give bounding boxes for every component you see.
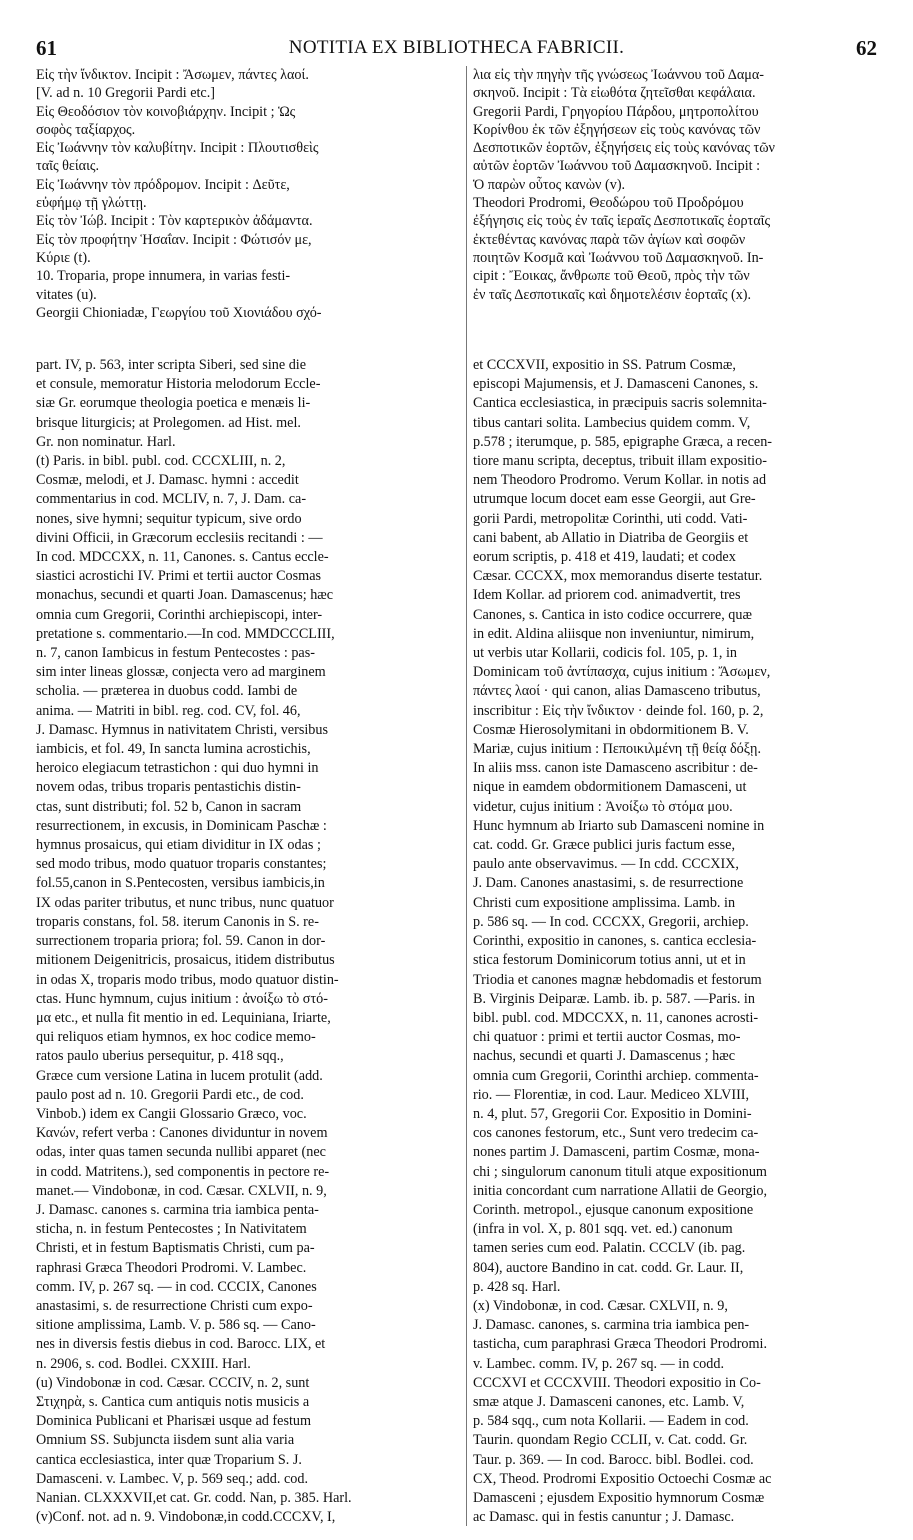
text-line: (infra in vol. X, p. 801 sqq. vet. ed.) canonum — [473, 1221, 733, 1238]
text-line: Taur. p. 369. — In cod. Barocc. bibl. Bodlei. cod. — [473, 1451, 754, 1468]
text-line: sitione amplissima, Lamb. V. p. 586 sq. — Cano- — [36, 1317, 316, 1334]
text-line: omnia cum Gregorii, Corinthi archiep. commenta- — [473, 1067, 759, 1084]
text-line: Corinthi, expositio in canones, s. cantica ecclesia- — [473, 933, 757, 950]
text-line: Κύριε (t). — [36, 249, 91, 266]
text-line: Triodia et canones magnæ hebdomadis et festorum — [473, 971, 762, 988]
text-line: (v)Conf. not. ad n. 9. Vindobonæ,in codd.CCCXV, I, — [36, 1509, 336, 1526]
text-line: videtur, cujus initium : Ἀνοίξω τὸ στόμα μου. — [473, 798, 733, 815]
text-line: Κανών, refert verba : Canones dividuntur in novem — [36, 1125, 328, 1142]
text-line: nem Theodoro Prodromo. Verum Kollar. in notis ad — [473, 472, 767, 489]
text-line: Christi, et in festum Baptismatis Christi, cum pa- — [36, 1240, 315, 1257]
text-line: et CCCXVII, expositio in SS. Patrum Cosmæ, — [473, 357, 736, 373]
text-line: (t) Paris. in bibl. publ. cod. CCCXLIII, n. 2, — [36, 453, 286, 470]
text-line: Cantica ecclesiastica, in præcipuis sacris solemnita- — [473, 395, 767, 412]
text-line: initia concordant cum narratione Allatii de Georgio, — [473, 1182, 768, 1199]
text-line: ἐκτεθέντας κανόνας παρὰ τῶν ἁγίων καὶ σοφῶν — [473, 231, 746, 248]
text-line: fol.55,canon in S.Pentecosten, versibus iambicis,in — [36, 875, 325, 892]
text-line: J. Dam. Canones anastasimi, s. de resurrectione — [473, 875, 744, 892]
text-line: hymnus prosaicus, qui etiam dividitur in IX odas ; — [36, 837, 321, 854]
text-line: Εἰς τὸν Ἰώβ. Incipit : Τὸν καρτερικὸν ἀδάμαντα. — [36, 213, 313, 230]
text-line: bibl. publ. cod. MDCCXX, n. 11, canones acrosti- — [473, 1009, 759, 1026]
text-line: p.578 ; iterumque, p. 585, epigraphe Græca, a recen- — [473, 433, 773, 450]
text-line: surrectionem troparia priora; fol. 59. Canon in dor- — [36, 933, 326, 950]
text-line: utrumque locum docet eam esse Georgii, aut Gre- — [473, 491, 756, 508]
text-line: Εἰς τὸν προφήτην Ἡσαΐαν. Incipit : Φώτισόν με, — [36, 231, 312, 248]
text-line: [V. ad n. 10 Gregorii Pardi etc.] — [36, 85, 216, 102]
text-line: Στιχηρὰ, s. Cantica cum antiquis notis musicis a — [36, 1393, 310, 1410]
text-line: siastici acrostichi IV. Primi et tertii auctor Cosmas — [36, 568, 322, 585]
text-line: J. Damasc. Hymnus in nativitatem Christi, versibus — [36, 721, 328, 738]
notes-column-right — [473, 356, 878, 1526]
text-line: cipit : Ἔοικας, ἄνθρωπε τοῦ Θεοῦ, πρὸς τὴν τῶν — [473, 268, 750, 285]
text-line: nique in eamdem obdormitionem Damasceni, ut — [473, 779, 747, 796]
text-line: 10. Troparia, prope innumera, in varias festi- — [36, 268, 291, 285]
text-line: iambicis, et fol. 49, In sancta lumina acrostichis, — [36, 741, 311, 758]
text-line: J. Damasc. canones s. carmina tria iambica penta- — [36, 1201, 319, 1218]
text-line: Hunc hymnum ab Iriarto sub Damasceni nomine in — [473, 817, 765, 834]
text-line: Mariæ, cujus initium : Πεποικιλμένη τῇ θείᾳ δόξῃ. — [473, 741, 762, 758]
text-line: n. 7, canon Iambicus in festum Pentecostes : pas- — [36, 645, 315, 662]
text-line: mitionem Deigenitricis, prosaicus, itidem distributus — [36, 952, 335, 969]
text-line: et consule, memoratur Historia melodorum Eccle- — [36, 376, 321, 393]
text-line: Εἰς τὴν ἴνδικτον. Incipit : Ἄσωμεν, πάντες λαοί. — [36, 67, 309, 83]
text-line: J. Damasc. canones, s. carmina tria iambica pen- — [473, 1317, 750, 1334]
text-line: Nanian. CLXXXVII,et cat. Gr. codd. Nan, p. 385. Harl. — [36, 1489, 352, 1506]
text-line: tamen series cum eod. Palatin. CCCLV (ib. pag. — [473, 1240, 746, 1257]
text-column-top-right — [473, 66, 878, 356]
text-line: p. 586 sq. — In cod. CCCXX, Gregorii, archiep. — [473, 913, 749, 930]
text-line: nones, sive hymni; sequitur typicum, sive ordo — [36, 510, 302, 527]
text-line: B. Virginis Deiparæ. Lamb. ib. p. 587. —Paris. in — [473, 990, 755, 1007]
page-number-left: 61 — [36, 36, 57, 60]
text-line: ctas, sunt distributi; fol. 52 b, Canon in sacram — [36, 798, 302, 815]
text-line: part. IV, p. 563, inter scripta Siberi, sed sine die — [36, 357, 307, 373]
text-line: p. 584 sqq., cum nota Kollarii. — Eadem in cod. — [473, 1413, 749, 1430]
text-line: Omnium SS. Subjuncta iisdem sunt alia varia — [36, 1432, 295, 1449]
text-line: in codd. Matritens.), sed componentis in pectore re- — [36, 1163, 330, 1180]
text-line: λια εἰς τὴν πηγὴν τῆς γνώσεως Ἰωάννου τοῦ Δαμα- — [473, 67, 765, 83]
text-line: divini Officii, in Græcorum ecclesiis recitandi : — — [36, 529, 323, 546]
text-line: inscribitur : Εἰς τὴν ἴνδικτον · deinde fol. 160, p. 2, — [473, 702, 764, 719]
text-line: Georgii Chioniadæ, Γεωργίου τοῦ Χιονιάδου σχό- — [36, 304, 322, 321]
column-divider — [466, 66, 467, 1526]
text-line: chi ; singulorum canonum tituli atque expositionum — [473, 1163, 767, 1180]
text-line: pretatione s. commentario.—In cod. MMDCCCLIII, — [36, 625, 335, 642]
text-line: in edit. Aldina aliisque non inveniuntur, nimirum, — [473, 625, 755, 642]
text-line: Δεσποτικῶν ἑορτῶν, ἐξηγήσεις εἰς τοὺς κανόνας τῶν — [473, 140, 775, 157]
text-line: rio. — Florentiæ, in cod. Laur. Mediceo XLVIII, — [473, 1086, 750, 1103]
text-line: gorii Pardi, metropolitæ Corinthi, uti codd. Vati- — [473, 510, 748, 527]
text-line: Christi cum expositione amplissima. Lamb. in — [473, 894, 736, 911]
text-line: ratos paulo uberius persequitur, p. 418 sqq., — [36, 1048, 284, 1065]
text-line: sticha, n. in festum Pentecostes ; In Nativitatem — [36, 1221, 307, 1238]
text-line: Damasceni ; ejusdem Expositio hymnorum Cosmæ — [473, 1489, 765, 1506]
text-line: Canones, s. Cantica in isto codice occurrere, quæ — [473, 606, 752, 623]
text-line: brisque liturgicis; at Prolegomen. ad Hist. mel. — [36, 414, 301, 431]
text-column-top-left — [36, 66, 461, 356]
text-line: Græce cum versione Latina in lucem protulit (add. — [36, 1067, 323, 1084]
text-line: novem odas, tribus troparis pentastichis distin- — [36, 779, 301, 796]
text-line: ἐξήγησις εἰς τοὺς ἐν ταῖς ἱεραῖς Δεσποτικαῖς ἑορταῖς — [473, 213, 771, 230]
text-line: Εἰς Ἰωάννην τὸν πρόδρομον. Incipit : Δεῦτε, — [36, 176, 290, 193]
text-line: smæ atque J. Damasceni canones, etc. Lamb. V, — [473, 1393, 745, 1410]
text-line: episcopi Majumensis, et J. Damasceni Canones, s. — [473, 376, 759, 393]
text-line: ἐν ταῖς Δεσποτικαῖς καὶ δημοτελέσιν ἑορταῖς (x). — [473, 286, 752, 303]
text-line: paulo post ad n. 10. Gregorii Pardi etc., de cod. — [36, 1086, 304, 1103]
text-line: CX, Theod. Prodromi Expositio Octoechi Cosmæ ac — [473, 1470, 772, 1487]
text-line: ut verbis utar Kollarii, codicis fol. 105, p. 1, in — [473, 645, 737, 662]
text-line: anastasimi, s. de resurrectione Christi cum expo- — [36, 1297, 313, 1314]
text-line: Dominicam τοῦ ἀντίπασχα, cujus initium : Ἄσωμεν, — [473, 664, 771, 681]
text-line: nachus, secundi et quarti J. Damascenus ; hæc — [473, 1048, 736, 1065]
text-line: ac Damasc. qui in festis canuntur ; J. Damasc. — [473, 1509, 735, 1526]
text-line: ctas. Hunc hymnum, cujus initium : ἀνοίξω τὸ στό- — [36, 990, 328, 1007]
text-line: IX odas pariter tributus, et nunc tribus, nunc quatuor — [36, 894, 334, 911]
text-line: nones partim J. Damasceni, partim Cosmæ, mona- — [473, 1144, 760, 1161]
text-line: qui reliquos etiam hymnos, ex hoc codice memo- — [36, 1029, 316, 1046]
notes-column-left — [36, 356, 461, 1526]
text-line: tasticha, cum paraphrasi Græca Theodori Prodromi. — [473, 1336, 768, 1353]
text-line: (u) Vindobonæ in cod. Cæsar. CCCIV, n. 2, sunt — [36, 1374, 310, 1391]
text-line: μα etc., et nulla fit mentio in ed. Lequiniana, Iriarte, — [36, 1009, 331, 1026]
text-line: stica festorum Dominicorum totius anni, ut et in — [473, 952, 746, 969]
text-line: raphrasi Græca Theodori Prodromi. V. Lambec. — [36, 1259, 307, 1276]
text-line: Gr. non nominatur. Harl. — [36, 433, 176, 450]
text-line: εὐφήμῳ τῇ γλώττῃ. — [36, 195, 147, 212]
text-line: Dominica Publicani et Pharisæi usque ad festum — [36, 1413, 312, 1430]
text-line: siæ Gr. eorumque theologia poetica e menæis li- — [36, 395, 311, 412]
text-line: Idem Kollar. ad priorem cod. animadvertit, tres — [473, 587, 741, 604]
text-line: eorum scriptis, p. 418 et 419, laudati; et codex — [473, 549, 736, 566]
text-line: troparis constans, fol. 58. iterum Canonis in S. re- — [36, 913, 319, 930]
text-line: πάντες λαοί · qui canon, alias Damasceno tributus, — [473, 683, 761, 700]
text-line: cos canones festorum, etc., Sunt vero tredecim ca- — [473, 1125, 759, 1142]
text-line: tiore manu scripta, deceptus, tribuit illam expositio- — [473, 453, 767, 470]
text-line: In aliis mss. canon iste Damasceno ascribitur : de- — [473, 760, 758, 777]
running-title: NOTITIA EX BIBLIOTHECA FABRICII. — [288, 37, 625, 58]
text-line: ταῖς θείαις. — [36, 158, 100, 175]
text-line: Corinth. metropol., ejusque canonum expositione — [473, 1201, 754, 1218]
text-line: Κορίνθου ἐκ τῶν ἐξηγήσεων εἰς τοὺς κανόνας τῶν — [473, 121, 761, 138]
text-line: cat. codd. Gr. Græce publici juris factum esse, — [473, 837, 735, 854]
text-line: Cosmæ, melodi, et J. Damasc. hymni : accedit — [36, 472, 299, 489]
text-line: odas, inter quas tamen secunda nullibi apparet (nec — [36, 1144, 326, 1161]
text-line: Vinbob.) idem ex Cangii Glossario Græco, voc. — [36, 1105, 307, 1122]
text-line: anima. — Matriti in bibl. reg. cod. CV, fol. 46, — [36, 702, 301, 719]
text-line: In cod. MDCCXX, n. 11, Canones. s. Cantus eccle- — [36, 549, 329, 566]
text-line: chi quatuor : primi et tertii auctor Cosmas, mo- — [473, 1029, 741, 1046]
text-line: p. 428 sq. Harl. — [473, 1278, 561, 1295]
text-line: Cæsar. CCCXX, mox memorandus diserte testatur. — [473, 568, 763, 585]
text-line: scholia. — præterea in duobus codd. Iambi de — [36, 683, 298, 700]
text-line: resurrectionem, in excusis, in Dominicam Paschæ : — [36, 817, 327, 834]
text-line: Ὁ παρὼν οὗτος κανὼν (v). — [473, 176, 626, 193]
text-line: commentarius in cod. MCLIV, n. 7, J. Dam. ca- — [36, 491, 307, 508]
text-line: manet.— Vindobonæ, in cod. Cæsar. CXLVII, n. 9, — [36, 1182, 327, 1199]
text-line: 804), auctore Bandino in cat. codd. Gr. Laur. II, — [473, 1259, 744, 1276]
text-line: Εἰς Θεοδόσιον τὸν κοινοβιάρχην. Incipit ; Ὡς — [36, 103, 296, 120]
text-line: in odas X, troparis modo tribus, modo quatuor distin- — [36, 971, 339, 988]
text-line: n. 2906, s. cod. Bodlei. CXXIII. Harl. — [36, 1355, 251, 1372]
text-line: cani babent, ab Allatio in Diatriba de Georgiis et — [473, 529, 749, 546]
running-header — [0, 0, 913, 70]
text-line: monachus, secundi et quarti Joan. Damascenus; hæc — [36, 587, 334, 604]
text-line: tibus cantari solita. Lambecius quidem comm. V, — [473, 414, 751, 431]
text-line: Gregorii Pardi, Γρηγορίου Πάρδου, μητροπολίτου — [473, 103, 759, 120]
text-line: Taurin. quondam Regio CCLII, v. Cat. codd. Gr. — [473, 1432, 748, 1449]
text-line: Εἰς Ἰωάννην τὸν καλυβίτην. Incipit : Πλουτισθεὶς — [36, 140, 319, 157]
text-line: paulo ante observavimus. — In cdd. CCCXIX, — [473, 856, 739, 873]
text-line: heroico elegiacum tetrastichon : qui duo hymni in — [36, 760, 319, 777]
text-line: sed modo tribus, modo quatuor troparis constantes; — [36, 856, 327, 873]
page-number-right: 62 — [856, 36, 877, 60]
text-line: ποιητῶν Κοσμᾶ καὶ Ἰωάννου τοῦ Δαμασκηνοῦ. In- — [473, 249, 764, 266]
text-line: n. 4, plut. 57, Gregorii Cor. Expositio in Domini- — [473, 1105, 752, 1122]
text-line: (x) Vindobonæ, in cod. Cæsar. CXLVII, n. 9, — [473, 1297, 728, 1314]
text-line: sim inter lineas glossæ, conjecta vero ad marginem — [36, 664, 326, 681]
text-line: Theodori Prodromi, Θεοδώρου τοῦ Προδρόμου — [473, 195, 744, 212]
text-line: nes in diversis festis diebus in cod. Barocc. LIX, et — [36, 1336, 326, 1353]
text-line: Damasceni. v. Lambec. V, p. 569 seq.; add. cod. — [36, 1470, 308, 1487]
text-line: Cosmæ Hierosolymitani in obdormitionem B. V. — [473, 721, 749, 738]
text-line: σκηνοῦ. Incipit : Τὰ εἰωθότα ζητεῖσθαι κεφάλαια. — [473, 85, 756, 102]
text-line: vitates (u). — [36, 286, 97, 303]
text-line: CCCXVI et CCCXVIII. Theodori expositio in Co- — [473, 1374, 761, 1391]
text-line: σοφὸς ταξίαρχος. — [36, 121, 136, 138]
text-line: cantica ecclesiastica, inter quæ Troparium S. J. — [36, 1451, 302, 1468]
text-line: omnia cum Gregorii, Corinthi archiepiscopi, inter- — [36, 606, 323, 623]
text-line: comm. IV, p. 267 sq. — in cod. CCCIX, Canones — [36, 1278, 317, 1295]
text-line: v. Lambec. comm. IV, p. 267 sq. — in codd. — [473, 1355, 725, 1372]
text-line: αὐτῶν ἑορτῶν Ἰωάννου τοῦ Δαμασκηνοῦ. Incipit : — [473, 158, 761, 175]
